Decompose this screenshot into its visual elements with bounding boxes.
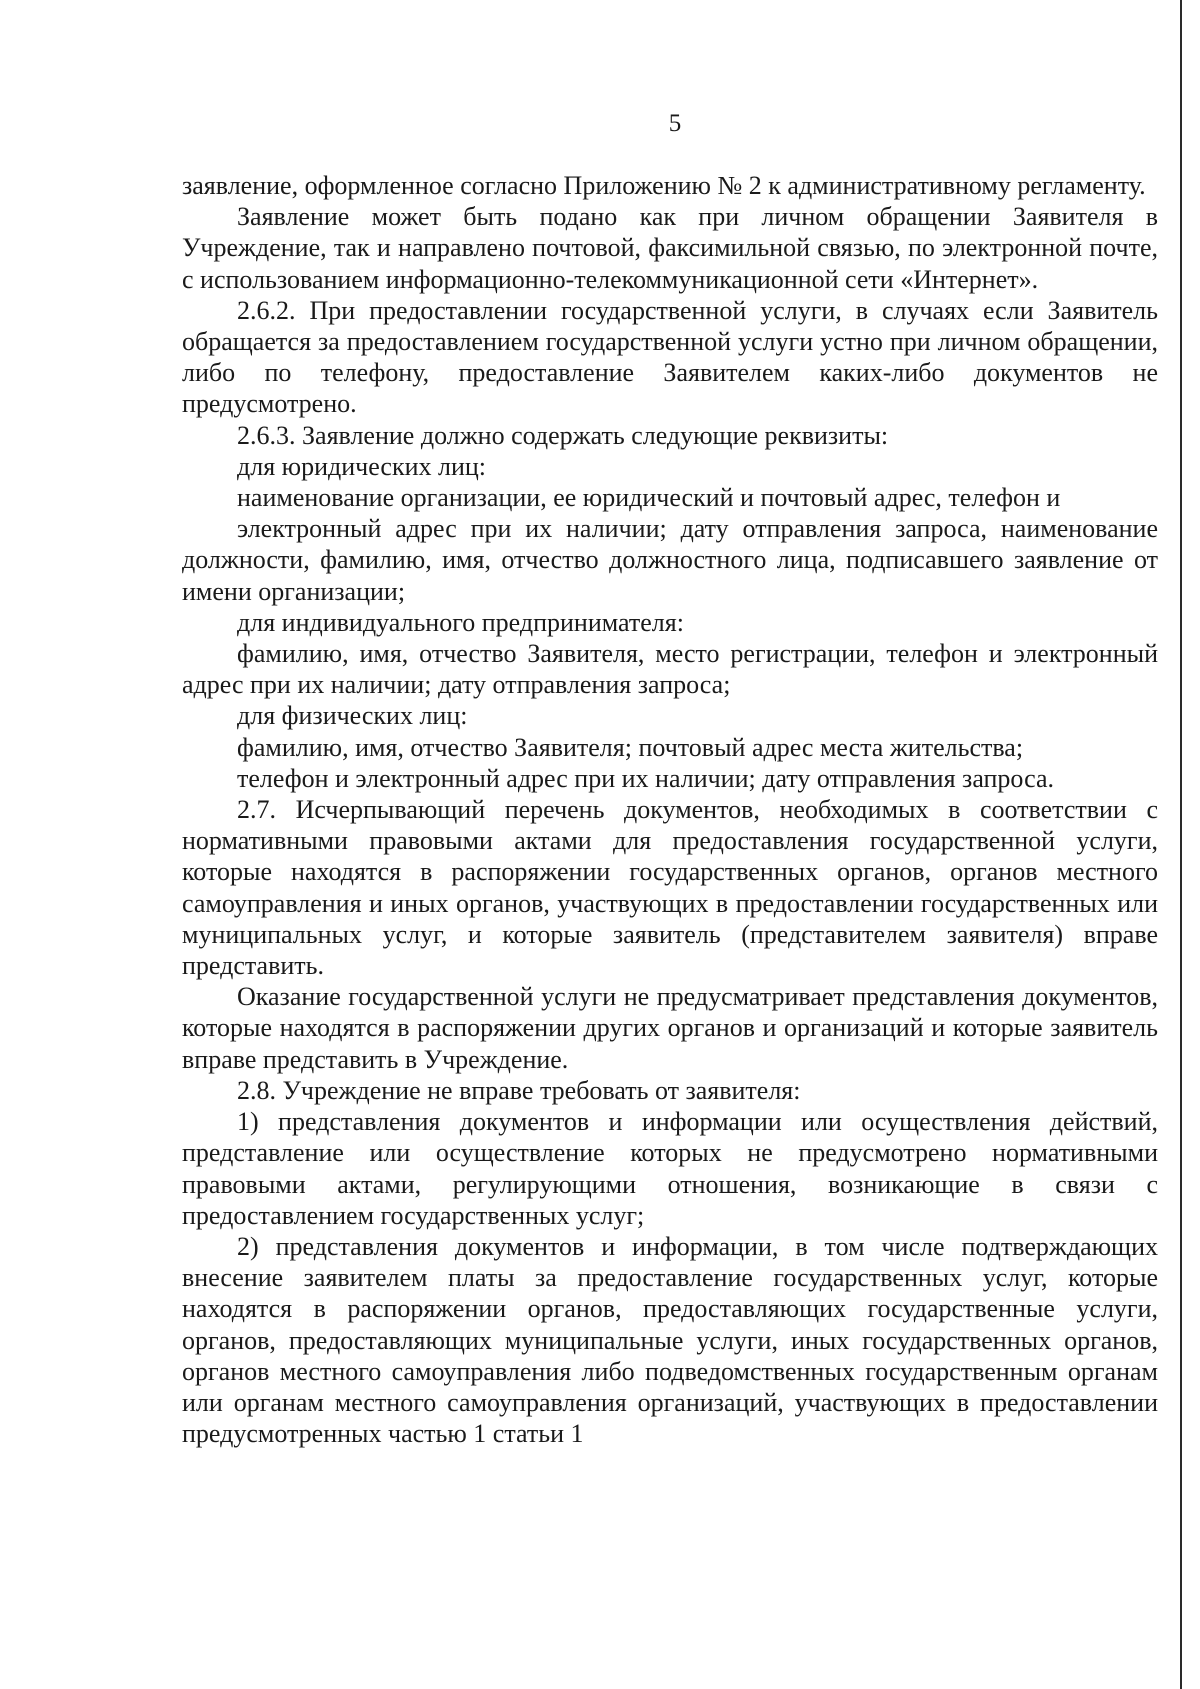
paragraph: 1) представления документов и информации или осуществления действий, представление или осуществление которых не предусмотрено нормативными правовыми актами, регулирующими отношения, возникающие в связи с предоставлением государственных услуг;	[182, 1107, 1158, 1230]
paragraph: 2.6.2. При предоставлении государственной услуги, в случаях если Заявитель обращается за предоставлением государственной услуги устно при личном обращении, либо по телефону, предоставление Заявителем каких-либо документов не предусмотрено.	[182, 295, 1158, 419]
paragraph: заявление, оформленное согласно Приложению № 2 к административному регламенту.	[182, 171, 1146, 200]
paragraph: фамилию, имя, отчество Заявителя, место регистрации, телефон и электронный адрес при их наличии; дату отправления запроса;	[182, 639, 1158, 700]
paragraph: Оказание государственной услуги не предусматривает представления документов, которые находятся в распоряжении других органов и организаций и которые заявитель вправе представить в Учреждение.	[182, 982, 1158, 1074]
paragraph: 2.8. Учреждение не вправе требовать от заявителя:	[237, 1075, 801, 1105]
paragraph: 2.6.3. Заявление должно содержать следующие реквизиты:	[237, 420, 889, 450]
paragraph: Заявление может быть подано как при личном обращении Заявителя в Учреждение, так и направлено почтовой, факсимильной связью, по электронной почте, с использованием информационно-телекоммуникационной сети «Интернет».	[182, 202, 1158, 294]
paragraph: для индивидуального предпринимателя:	[237, 607, 684, 637]
paragraph: фамилию, имя, отчество Заявителя; почтовый адрес места жительства;	[237, 732, 1024, 762]
paragraph: для физических лиц:	[237, 701, 468, 731]
scan-edge-line	[1180, 0, 1182, 1689]
paragraph: телефон и электронный адрес при их наличии; дату отправления запроса.	[237, 763, 1054, 793]
document-body	[182, 170, 1158, 1449]
paragraph: 2.7. Исчерпывающий перечень документов, необходимых в соответствии с нормативными правовыми актами для предоставления государственной услуги, которые находятся в распоряжении государственных органов, органов местного самоуправления и иных органов, участвующих в предоставлении государственных или муниципальных услуг, и которые заявитель (представителем заявителя) вправе представить.	[182, 795, 1158, 981]
paragraph: 2) представления документов и информации, в том числе подтверждающих внесение заявителем платы за предоставление государственных услуг, которые находятся в распоряжении органов, предоставляющих государственные услуги, органов, предоставляющих муниципальные услуги, иных государственных органов, органов местного самоуправления либо подведомственных государственным органам или органам местного самоуправления организаций, участвующих в предоставлении предусмотренных частью 1 статьи 1	[182, 1231, 1158, 1449]
page-number: 5	[668, 110, 682, 137]
paragraph: для юридических лиц:	[237, 451, 487, 481]
paragraph: наименование организации, ее юридический и почтовый адрес, телефон и	[237, 483, 1061, 513]
paragraph: электронный адрес при их наличии; дату отправления запроса, наименование должности, фамилию, имя, отчество должностного лица, подписавшего заявление от имени организации;	[182, 514, 1158, 606]
